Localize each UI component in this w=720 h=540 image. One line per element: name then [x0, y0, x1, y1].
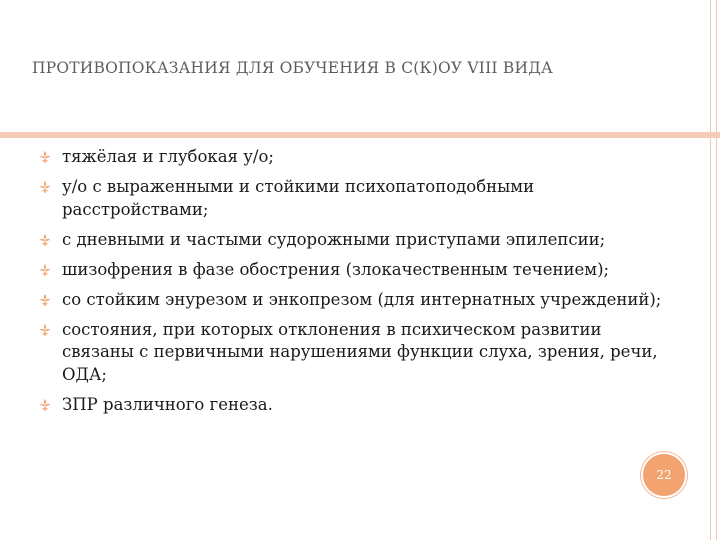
list-item — [38, 146, 678, 169]
fleur-de-lis-icon — [38, 398, 52, 412]
list-item — [38, 319, 678, 387]
item-text: с дневными и частыми судорожными приступами эпилепсии; — [62, 229, 606, 249]
item-text: шизофрения в фазе обострения (злокачественным течением); — [62, 259, 610, 279]
accent-band — [0, 132, 720, 138]
fleur-de-lis-icon — [38, 180, 52, 194]
item-text: у/о с выраженными и стойкими психопатоподобными расстройствами; — [62, 177, 535, 219]
list-item — [38, 259, 678, 282]
border-line — [710, 0, 711, 540]
fleur-de-lis-icon — [38, 323, 52, 337]
fleur-de-lis-icon — [38, 233, 52, 247]
item-text: со стойким энурезом и энкопрезом (для интернатных учреждений); — [62, 289, 662, 309]
list-item — [38, 394, 678, 417]
fleur-de-lis-icon — [38, 263, 52, 277]
fleur-de-lis-icon — [38, 293, 52, 307]
list-item — [38, 229, 678, 252]
slide-title: ПРОТИВОПОКАЗАНИЯ ДЛЯ ОБУЧЕНИЯ В С(К)ОУ VIII ВИДА — [32, 59, 553, 77]
item-text: состояния, при которых отклонения в психическом развитии связаны с первичными нарушениями функции слуха, зрения, речи, ОДА; — [62, 319, 658, 384]
border-line — [716, 0, 717, 540]
list-item — [38, 289, 678, 312]
bullet-list — [38, 146, 678, 424]
item-text: ЗПР различного генеза. — [62, 394, 273, 414]
item-text: тяжёлая и глубокая у/о; — [62, 147, 274, 166]
fleur-de-lis-icon — [38, 150, 52, 164]
page-number-badge: 22 — [641, 452, 687, 498]
list-item — [38, 176, 678, 221]
